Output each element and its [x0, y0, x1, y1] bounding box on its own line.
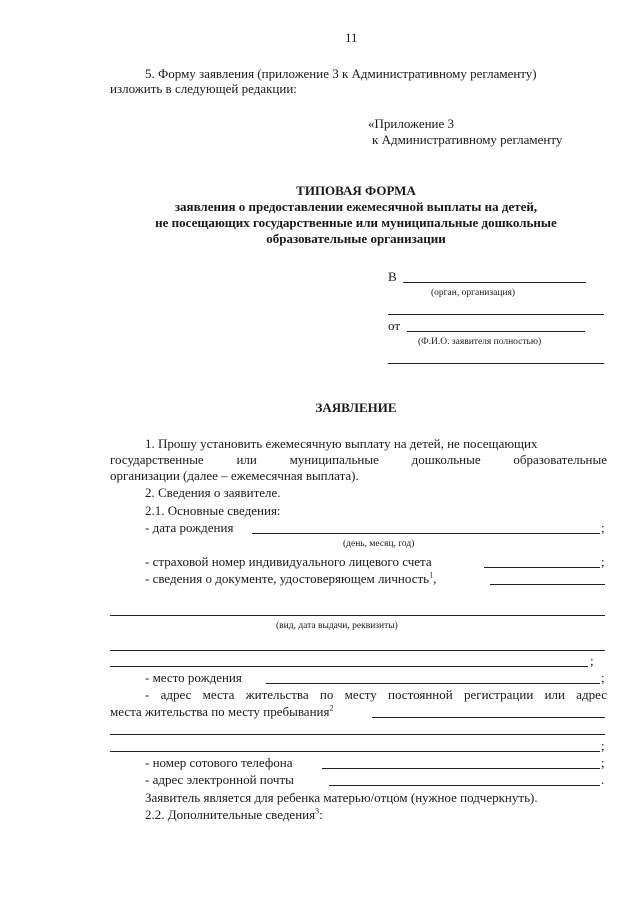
phone-semicolon: ;: [601, 755, 605, 770]
body-p1-line-3: организации (далее – ежемесячная выплата).: [110, 468, 359, 483]
intro-line-2: изложить в следующей редакции:: [110, 81, 297, 96]
body-p22: 2.2. Дополнительные сведения$^3$:: [145, 806, 323, 822]
address-semicolon: ;: [601, 738, 605, 753]
footnote-2: 2: [329, 703, 334, 713]
body-p1-line-1: 1. Прошу установить ежемесячную выплату на детей, не посещающих: [145, 436, 538, 451]
id-doc-field[interactable]: [490, 584, 605, 585]
body-p1-line-2: государственные или муниципальные дошкольные образовательные: [110, 452, 607, 467]
addressee-to-field[interactable]: [403, 282, 586, 283]
id-doc-caption: (вид, дата выдачи, реквизиты): [276, 621, 398, 631]
form-title-2: заявления о предоставлении ежемесячной выплаты на детей,: [174, 199, 538, 214]
addressee-to-prefix: В: [388, 269, 397, 284]
addressee-from-prefix: от: [388, 318, 401, 333]
address-line-1: - адрес места жительства по месту постоянной регистрации или адрес: [145, 687, 607, 702]
addressee-from-caption: (Ф.И.О. заявителя полностью): [418, 337, 542, 347]
statement-heading: ЗАЯВЛЕНИЕ: [315, 400, 397, 415]
snils-label: - страховой номер индивидуального лицевого счета: [145, 554, 432, 569]
address-line-2: места жительства по месту пребывания$^2$: [110, 703, 334, 719]
birth-date-caption: (день, месяц, год): [343, 539, 415, 549]
body-p2: 2. Сведения о заявителе.: [145, 485, 281, 500]
form-title-3: не посещающих государственные или муниципальные дошкольные: [155, 215, 557, 230]
address-field-3[interactable]: [110, 751, 600, 752]
appendix-line-1: «Приложение 3: [368, 116, 455, 131]
form-title-1: ТИПОВАЯ ФОРМА: [296, 183, 416, 198]
id-doc-label: - сведения о документе, удостоверяющем личность$^1$,: [145, 570, 437, 586]
birth-date-label: - дата рождения: [145, 520, 234, 535]
parent-line: Заявитель является для ребенка матерью/отцом (нужное подчеркнуть).: [145, 790, 538, 805]
addressee-to-field-2[interactable]: [388, 314, 604, 315]
address-field[interactable]: [372, 717, 605, 718]
intro-line-1: 5. Форму заявления (приложение 3 к Административному регламенту): [145, 66, 537, 81]
phone-field[interactable]: [322, 768, 600, 769]
body-p21: 2.1. Основные сведения:: [145, 503, 281, 518]
snils-field[interactable]: [484, 567, 600, 568]
footnote-1: 1: [429, 570, 434, 580]
page-number: 11: [345, 30, 358, 45]
id-doc-field-4[interactable]: [110, 666, 588, 667]
form-title-4: образовательные организации: [266, 231, 446, 246]
email-label: - адрес электронной почты: [145, 772, 294, 787]
footnote-3: 3: [315, 806, 320, 816]
addressee-to-caption: (орган, организация): [431, 288, 516, 298]
address-field-2[interactable]: [110, 734, 605, 735]
email-field[interactable]: [329, 785, 600, 786]
id-doc-field-3[interactable]: [110, 650, 605, 651]
appendix-line-2: к Административному регламенту: [372, 132, 563, 147]
id-doc-field-2[interactable]: [110, 615, 605, 616]
birth-date-semicolon: ;: [601, 520, 605, 535]
phone-label: - номер сотового телефона: [145, 755, 293, 770]
birth-place-semicolon: ;: [601, 670, 605, 685]
addressee-from-field[interactable]: [407, 331, 585, 332]
id-doc-semicolon: ;: [590, 653, 594, 668]
birth-date-field[interactable]: [252, 533, 600, 534]
addressee-from-field-2[interactable]: [388, 363, 604, 364]
birth-place-label: - место рождения: [145, 670, 242, 685]
snils-semicolon: ;: [601, 554, 605, 569]
email-period: .: [601, 772, 605, 787]
birth-place-field[interactable]: [266, 683, 600, 684]
